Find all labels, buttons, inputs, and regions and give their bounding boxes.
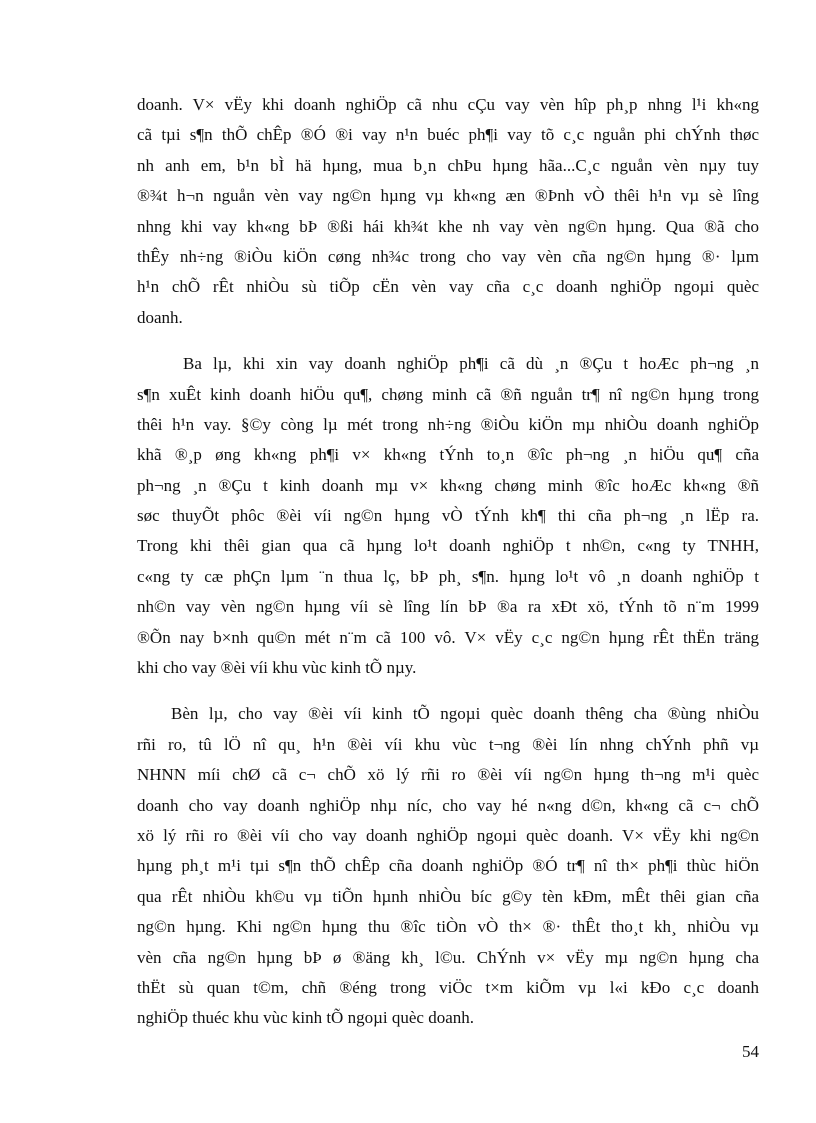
text-line: xö lý rñi ro ®èi víi cho vay doanh nghiÖp ngoµi quèc doanh. V× vËy khi ng©n [137,826,759,846]
text-line: ®Õn nay b×nh qu©n mét n¨m cã 100 vô. V× vËy c¸c ng©n hµng rÊt thËn träng [137,627,759,647]
text-line: c«ng ty cæ phÇn lµm ¨n thua lç, bÞ ph¸ s¶n. hµng lo¹t vô ¸n doanh nghiÖp t [137,566,759,586]
text-line: cã tµi s¶n thÕ chÊp ®Ó ®i vay n¹n buéc ph¶i vay tõ c¸c nguån phi chÝnh thøc [137,125,759,145]
text-line: nhng khi vay kh«ng bÞ ®ßi hái kh¾t khe nh vay vèn ng©n hµng. Qua ®ã cho [137,216,759,236]
paragraph [137,349,759,683]
text-line: qua rÊt nhiÒu kh©u vµ tiÕn hµnh nhiÒu bíc g©y tèn kÐm, mÊt thêi gian cña [137,886,759,906]
text-line: doanh cho vay doanh nghiÖp nhµ níc, cho vay hé n«ng d©n, kh«ng cã c¬ chÕ [137,795,759,815]
text-line: ph¬ng ¸n ®Çu t kinh doanh mµ v× kh«ng chøng minh ®îc hoÆc kh«ng ®ñ [137,475,759,495]
text-line: Trong khi thêi gian qua cã hµng lo¹t doanh nghiÖp t nh©n, c«ng ty TNHH, [137,536,759,556]
text-line: thêi h¹n vay. §©y còng lµ mét trong nh÷ng ®iÒu kiÖn mµ nhiÒu doanh nghiÖp [137,414,759,434]
text-line: doanh. V× vËy khi doanh nghiÖp cã nhu cÇu vay vèn hîp ph¸p nhng l¹i kh«ng [137,95,759,114]
text-line: h¹n chÕ rÊt nhiÒu sù tiÕp cËn vèn vay cña c¸c doanh nghiÖp ngoµi quèc [137,277,759,297]
text-line: Bèn lµ, cho vay ®èi víi kinh tÕ ngoµi quèc doanh thêng cha ®ùng nhiÒu [171,704,759,724]
text-line: hµng ph¸t m¹i tµi s¶n thÕ chÊp cña doanh nghiÖp ®Ó tr¶ nî th× ph¶i thùc hiÖn [137,856,759,876]
text-line: nh©n vay vèn ng©n hµng víi sè lîng lín bÞ ®a ra xÐt xö, tÝnh tõ n¨m 1999 [137,597,759,617]
text-line: vèn cña ng©n hµng bÞ ø ®äng kh¸ l©u. ChÝnh v× vËy mµ ng©n hµng cha [137,947,759,967]
text-line: nh anh em, b¹n bÌ hä hµng, mua b¸n chÞu hµng hãa...C¸c nguån vèn nµy tuy [137,155,759,175]
text-line: khi cho vay ®èi víi khu vùc kinh tÕ nµy. [137,658,417,678]
text-line: ®¾t h¬n nguån vèn vay ng©n hµng vµ kh«ng æn ®Þnh vÒ thêi h¹n vµ sè lîng [137,186,759,206]
text-line: khã ®¸p øng kh«ng ph¶i v× kh«ng tÝnh to¸n ®îc ph¬ng ¸n hiÖu qu¶ cña [137,445,759,465]
text-line: NHNN míi chØ cã c¬ chÕ xö lý rñi ro ®èi víi ng©n hµng th¬ng m¹i quèc [137,765,759,785]
text-line: søc thuyÕt phôc ®èi víi ng©n hµng vÒ tÝnh kh¶ thi cña ph¬ng ¸n lËp ra. [137,506,759,526]
text-line: Ba lµ, khi xin vay doanh nghiÖp ph¶i cã dù ¸n ®Çu t hoÆc ph¬ng ¸n [183,354,759,374]
text-line: ng©n hµng. Khi ng©n hµng thu ®îc tiÒn vÒ th× ®· thÊt tho¸t kh¸ nhiÒu vµ [137,917,759,937]
text-line: doanh. [137,307,183,327]
text-line: nghiÖp thuéc khu vùc kinh tÕ ngoµi quèc doanh. [137,1008,474,1028]
text-line: thËt sù quan t©m, chñ ®éng trong viÖc t×m kiÕm vµ l«i kÐo c¸c doanh [137,977,759,997]
page-number: 54 [742,1042,759,1061]
text-line: thÊy nh÷ng ®iÒu kiÖn cøng nh¾c trong cho vay vèn cña ng©n hµng ®· lµm [137,246,759,266]
body-text [137,90,759,1050]
paragraph [137,90,759,333]
text-line: rñi ro, tû lÖ nî qu¸ h¹n ®èi víi khu vùc t¬ng ®èi lín nhng chÝnh phñ vµ [137,734,759,754]
paragraph [137,699,759,1033]
text-line: s¶n xuÊt kinh doanh hiÖu qu¶, chøng minh cã ®ñ nguån tr¶ nî ng©n hµng trong [137,384,759,404]
